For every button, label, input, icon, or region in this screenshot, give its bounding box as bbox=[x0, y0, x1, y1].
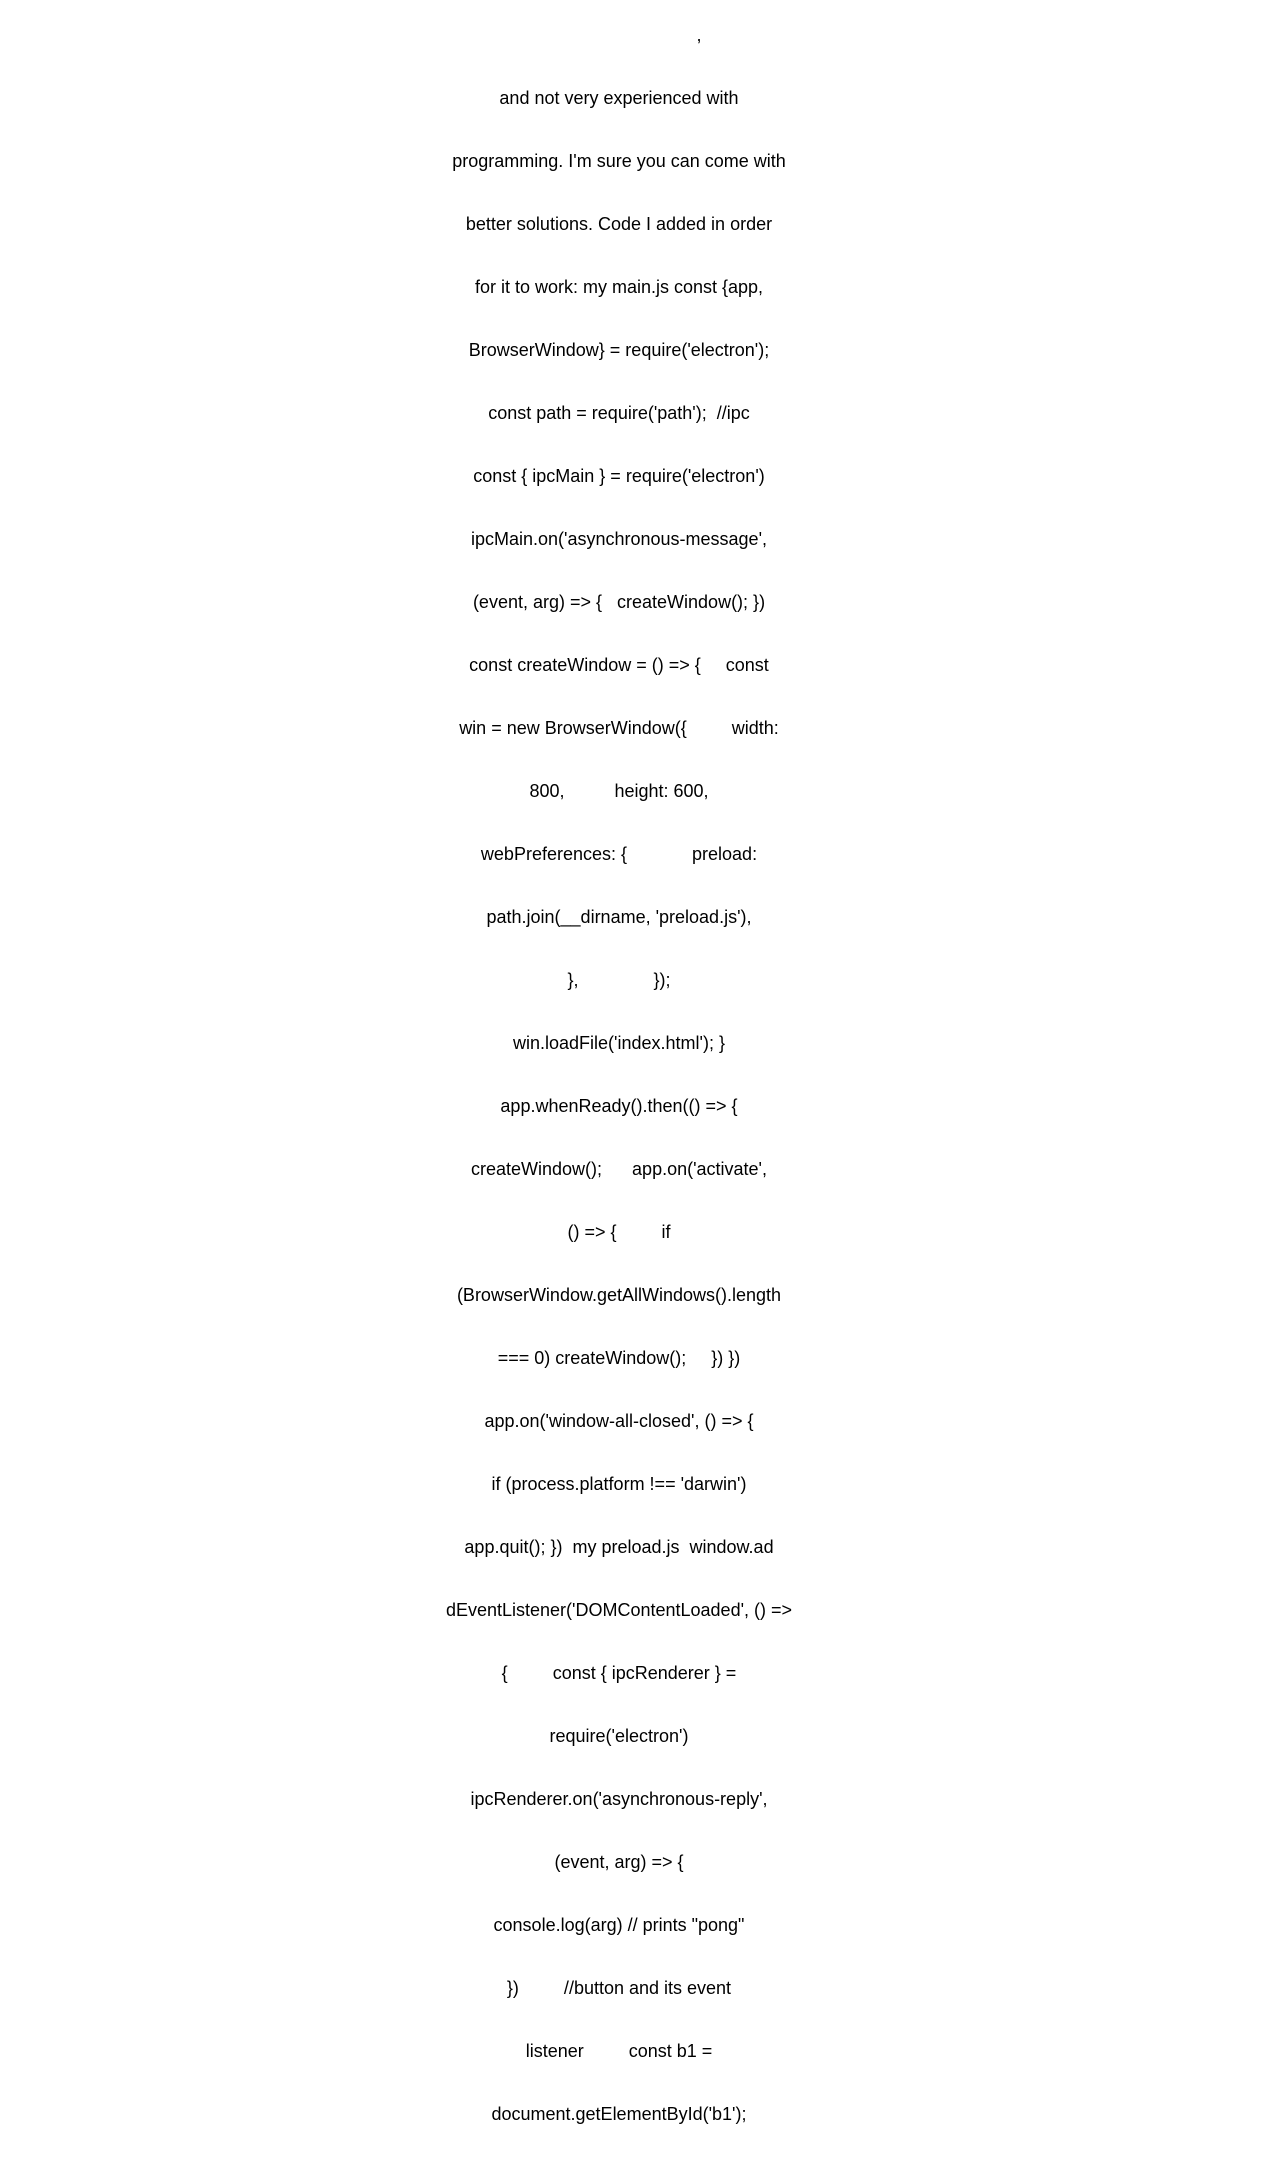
text-line: (event, arg) => { bbox=[554, 1852, 684, 1872]
text-line: (BrowserWindow.getAllWindows().length bbox=[456, 1285, 782, 1305]
text-line: app.on('window-all-closed', () => { bbox=[484, 1411, 754, 1431]
text-line: ipcMain.on('asynchronous-message', bbox=[470, 529, 767, 549]
text-line: { const { ipcRenderer } = bbox=[501, 1663, 737, 1683]
text-line: const { ipcMain } = require('electron') bbox=[473, 466, 765, 486]
text-line: document.getElementById('b1'); bbox=[491, 2104, 747, 2124]
text-line: app.quit(); }) my preload.js window.ad bbox=[464, 1537, 774, 1557]
text-line: dEventListener('DOMContentLoaded', () => bbox=[445, 1600, 793, 1620]
text-line: console.log(arg) // prints "pong" bbox=[493, 1915, 745, 1935]
text-line: better solutions. Code I added in order bbox=[465, 214, 773, 234]
text-line: win.loadFile('index.html'); } bbox=[513, 1033, 725, 1053]
text-line: win = new BrowserWindow({ width: bbox=[459, 718, 779, 738]
text-line: app.whenReady().then(() => { bbox=[500, 1096, 738, 1116]
text-line: for it to work: my main.js const {app, bbox=[474, 277, 764, 297]
text-line: === 0) createWindow(); }) }) bbox=[497, 1348, 741, 1368]
text-line: () => { if bbox=[567, 1222, 671, 1242]
text-line: and not very experienced with bbox=[499, 88, 739, 108]
text-line: require('electron') bbox=[549, 1726, 689, 1746]
text-line: }, }); bbox=[567, 970, 671, 990]
text-line: listener const b1 = bbox=[525, 2041, 713, 2061]
document-text bbox=[444, 0, 794, 2167]
text-line: ipcRenderer.on('asynchronous-reply', bbox=[470, 1789, 768, 1809]
text-line: programming. I'm sure you can come with bbox=[452, 151, 786, 171]
text-line: , bbox=[536, 25, 702, 45]
text-line: const createWindow = () => { const bbox=[469, 655, 769, 675]
text-line: BrowserWindow} = require('electron'); bbox=[468, 340, 770, 360]
text-line: webPreferences: { preload: bbox=[480, 844, 758, 864]
text-line: createWindow(); app.on('activate', bbox=[471, 1159, 767, 1179]
text-line: (event, arg) => { createWindow(); }) bbox=[472, 592, 766, 612]
text-line: 800, height: 600, bbox=[529, 781, 709, 801]
text-line: if (process.platform !== 'darwin') bbox=[491, 1474, 747, 1494]
text-line: }) //button and its event bbox=[506, 1978, 732, 1998]
text-line: const path = require('path'); //ipc bbox=[488, 403, 750, 423]
text-line: path.join(__dirname, 'preload.js'), bbox=[486, 907, 752, 927]
